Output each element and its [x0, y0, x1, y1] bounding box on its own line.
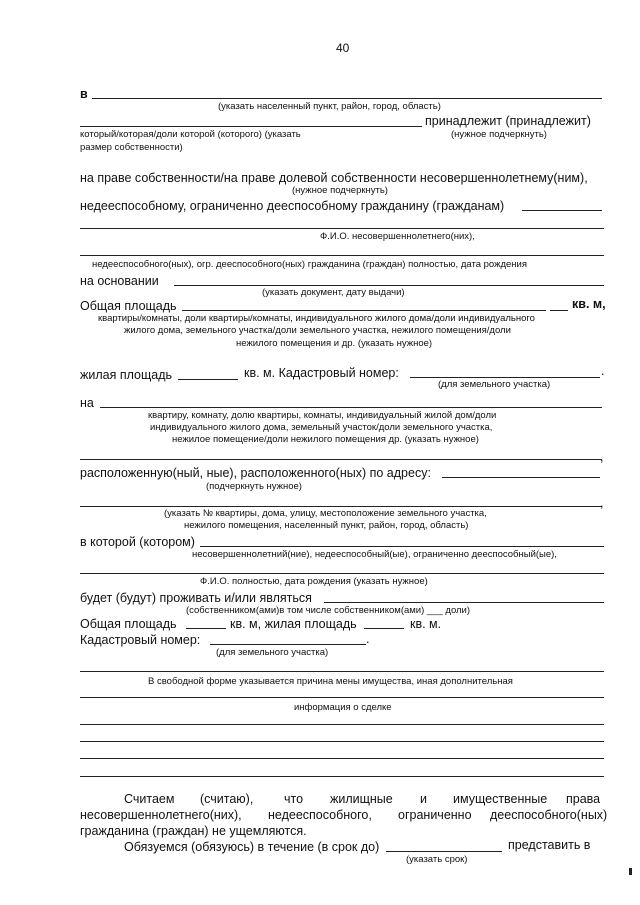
- field-address-line[interactable]: [442, 477, 600, 478]
- comma-2: ,: [600, 496, 604, 510]
- hint-owner: (собственником(ами)в том числе собственником(ами) ___ доли): [186, 605, 471, 616]
- label-total-area: Общая площадь: [80, 299, 177, 313]
- field-incapable-name-line[interactable]: [80, 255, 604, 256]
- label-located-at: расположенную(ный, ные), расположенного(ных) по адресу:: [80, 466, 431, 480]
- field-free-form-line-1[interactable]: [80, 671, 604, 672]
- label-cadastral-2: Кадастровый номер:: [80, 633, 201, 647]
- hint-persons: несовершеннолетний(ние), недееспособный(ые), ограниченно дееспособный(ые),: [192, 549, 557, 560]
- page-number: 40: [336, 41, 350, 55]
- hint-address-2: нежилого помещения, населенный пункт, район, город, область): [184, 520, 469, 531]
- field-owner-line[interactable]: [80, 126, 422, 127]
- comma-1: ,: [600, 450, 604, 464]
- field-target-line[interactable]: [100, 407, 602, 408]
- hint-underline-1: (нужное подчеркнуть): [451, 129, 547, 140]
- consider-word-4: жилищные: [330, 792, 393, 806]
- label-living-area-2-unit: кв. м.: [410, 617, 442, 631]
- hint-land-plot-2: (для земельного участка): [216, 647, 329, 658]
- hint-object-2: жилого дома, земельного участка/доли земельного участка, нежилого помещения/доли: [124, 325, 511, 336]
- field-free-form-line-6[interactable]: [80, 776, 604, 777]
- hint-share-2: размер собственности): [80, 142, 183, 153]
- field-target-line-2[interactable]: [80, 459, 602, 460]
- field-incapable-line[interactable]: [522, 210, 602, 211]
- hint-incapable-full: недееспособного(ных), огр. дееспособного(ных) гражданина (граждан) полностью, дата рождения: [92, 259, 527, 270]
- consider-line2-word-2: недееспособного,: [268, 808, 372, 822]
- field-living-area-2-line[interactable]: [364, 628, 404, 629]
- period-2: .: [366, 632, 370, 646]
- consider-word-2: (считаю),: [200, 792, 254, 806]
- hint-object-3: нежилого помещения и др. (указать нужное): [236, 338, 433, 349]
- label-belongs: принадлежит (принадлежит): [425, 114, 591, 128]
- field-term-line[interactable]: [386, 851, 502, 852]
- field-cadastral-line[interactable]: [410, 377, 600, 378]
- label-total-area-2-unit: кв. м, жилая площадь: [230, 617, 357, 631]
- field-free-form-line-5[interactable]: [80, 758, 604, 759]
- hint-persons-name: Ф.И.О. полностью, дата рождения (указать нужное): [200, 576, 428, 587]
- label-v: в: [80, 87, 88, 101]
- consider-word-5: и: [420, 792, 427, 806]
- hint-free-form-1: В свободной форме указывается причина мены имущества, иная дополнительная: [148, 676, 513, 687]
- period-1: .: [601, 364, 605, 378]
- label-ownership-right: на праве собственности/на праве долевой собственности несовершеннолетнему(ним),: [80, 171, 588, 185]
- consider-line2-word-4: дееспособного(ных): [490, 808, 608, 822]
- field-total-area-line-2[interactable]: [550, 310, 568, 311]
- hint-term: (указать срок): [406, 854, 468, 865]
- field-in-which-line[interactable]: [200, 546, 604, 547]
- consider-word-3: что: [284, 792, 304, 806]
- hint-locality: (указать населенный пункт, район, город, область): [218, 101, 441, 112]
- hint-target-1: квартиру, комнату, долю квартиры, комнаты, индивидуальный жилой дом/доли: [148, 410, 497, 421]
- hint-share-1: который/которая/доли которой (которого) (указать: [80, 129, 301, 140]
- consider-word-7: права: [566, 792, 601, 806]
- label-will-live: будет (будут) проживать и/или являться: [80, 591, 312, 605]
- hint-target-3: нежилое помещение/доли нежилого помещения др. (указать нужное): [172, 434, 479, 445]
- label-total-area-2: Общая площадь: [80, 617, 177, 631]
- label-on: на: [80, 396, 94, 410]
- label-undertake: Обязуемся (обязуюсь) в течение (в срок до): [124, 840, 380, 854]
- hint-address-1: (указать № квартиры, дома, улицу, местоположение земельного участка,: [164, 508, 487, 519]
- field-persons-line[interactable]: [80, 573, 604, 574]
- field-minor-name-line[interactable]: [80, 228, 604, 229]
- field-total-area-line[interactable]: [182, 310, 546, 311]
- hint-object-1: квартиры/комнаты, доли квартиры/комнаты, индивидуального жилого дома/доли индивидуального: [98, 313, 535, 324]
- consider-word-6: имущественные: [453, 792, 548, 806]
- label-on-basis: на основании: [80, 274, 159, 288]
- field-free-form-line-4[interactable]: [80, 741, 604, 742]
- consider-word-1: Считаем: [124, 792, 175, 806]
- field-locality-line[interactable]: [92, 98, 602, 99]
- field-address-line-2[interactable]: [80, 506, 602, 507]
- hint-underline-2: (нужное подчеркнуть): [292, 185, 388, 196]
- field-free-form-line-3[interactable]: [80, 724, 604, 725]
- hint-target-2: индивидуального жилого дома, земельный участок/доли земельного участка,: [150, 422, 493, 433]
- label-present-in: представить в: [508, 838, 591, 852]
- field-cadastral-2-line[interactable]: [210, 644, 366, 645]
- field-living-area-line[interactable]: [178, 379, 238, 380]
- label-cadastral: кв. м. Кадастровый номер:: [244, 366, 399, 380]
- label-in-which: в которой (котором): [80, 535, 195, 549]
- label-incapable: недееспособному, ограниченно дееспособному гражданину (гражданам): [80, 199, 505, 213]
- consider-line2-word-3: ограниченно: [398, 808, 472, 822]
- field-basis-line[interactable]: [174, 285, 604, 286]
- label-sq-m-1: кв. м,: [572, 297, 606, 311]
- scan-mark: [629, 868, 632, 875]
- hint-underline-3: (подчеркнуть нужное): [206, 481, 302, 492]
- consider-line2-word-1: несовершеннолетнего(них),: [80, 808, 242, 822]
- hint-land-plot-1: (для земельного участка): [438, 379, 551, 390]
- consider-line-3: гражданина (граждан) не ущемляются.: [80, 824, 307, 838]
- field-free-form-line-2[interactable]: [80, 697, 604, 698]
- hint-free-form-2: информация о сделке: [294, 702, 392, 713]
- field-will-live-line[interactable]: [324, 602, 604, 603]
- hint-document: (указать документ, дату выдачи): [262, 287, 405, 298]
- hint-minor-name: Ф.И.О. несовершеннолетнего(них),: [320, 231, 475, 242]
- label-living-area: жилая площадь: [80, 368, 173, 382]
- field-total-area-2-line[interactable]: [186, 628, 226, 629]
